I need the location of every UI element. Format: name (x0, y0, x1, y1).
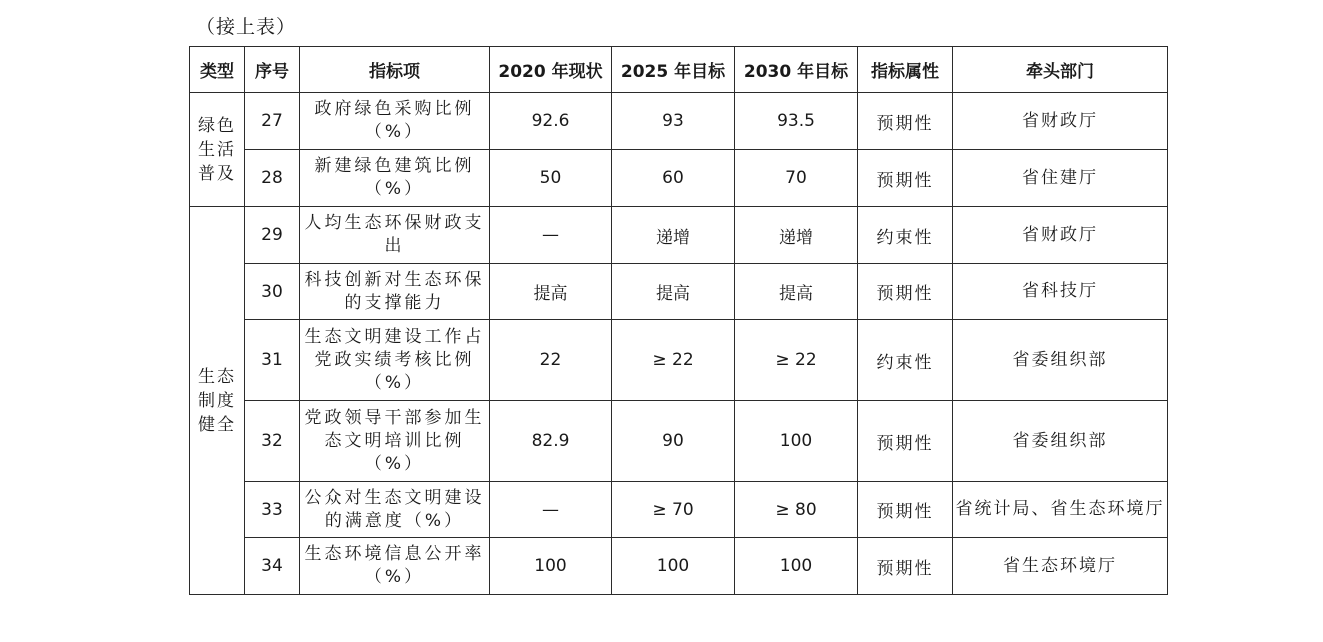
table-row (190, 150, 1168, 207)
row-number: 27 (245, 93, 300, 150)
indicator-name: 政府绿色采购比例（%） (300, 93, 490, 150)
indicator-name: 科技创新对生态环保的支撑能力 (300, 264, 490, 320)
category-cell (190, 93, 245, 207)
value-2025: 提高 (612, 264, 735, 320)
value-2020: 50 (490, 150, 612, 207)
indicator-attribute: 预期性 (858, 264, 953, 320)
lead-department: 省统计局、省生态环境厅 (953, 482, 1168, 538)
lead-department: 省生态环境厅 (953, 538, 1168, 595)
category-cell (190, 207, 245, 595)
indicator-name: 人均生态环保财政支出 (300, 207, 490, 264)
indicator-attribute: 预期性 (858, 150, 953, 207)
indicator-name: 新建绿色建筑比例（%） (300, 150, 490, 207)
header-2025-target: 2025 年目标 (612, 47, 735, 93)
value-2030: 93.5 (735, 93, 858, 150)
lead-department: 省财政厅 (953, 93, 1168, 150)
indicator-name: 生态环境信息公开率（%） (300, 538, 490, 595)
value-2030: 提高 (735, 264, 858, 320)
category-line: 制度 (198, 390, 236, 411)
value-2020: 提高 (490, 264, 612, 320)
value-2025: 60 (612, 150, 735, 207)
value-2025: 递增 (612, 207, 735, 264)
value-2020: — (490, 207, 612, 264)
lead-department: 省住建厅 (953, 150, 1168, 207)
value-2020: 82.9 (490, 401, 612, 482)
value-2030: ≥ 80 (735, 482, 858, 538)
row-number: 32 (245, 401, 300, 482)
table-row (190, 264, 1168, 320)
lead-department: 省委组织部 (953, 320, 1168, 401)
indicator-attribute: 预期性 (858, 538, 953, 595)
indicator-attribute: 约束性 (858, 320, 953, 401)
header-2030-target: 2030 年目标 (735, 47, 858, 93)
indicator-table (189, 46, 1168, 595)
value-2020: 100 (490, 538, 612, 595)
table-header-row (190, 47, 1168, 93)
category-line: 生活 (198, 139, 236, 160)
value-2025: ≥ 22 (612, 320, 735, 401)
header-2020-status: 2020 年现状 (490, 47, 612, 93)
row-number: 30 (245, 264, 300, 320)
table-row (190, 207, 1168, 264)
row-number: 34 (245, 538, 300, 595)
value-2020: 92.6 (490, 93, 612, 150)
value-2025: 93 (612, 93, 735, 150)
value-2030: 100 (735, 401, 858, 482)
value-2030: ≥ 22 (735, 320, 858, 401)
lead-department: 省委组织部 (953, 401, 1168, 482)
table-row (190, 93, 1168, 150)
indicator-attribute: 预期性 (858, 93, 953, 150)
table-row (190, 482, 1168, 538)
header-indicator: 指标项 (300, 47, 490, 93)
row-number: 33 (245, 482, 300, 538)
category-line: 生态 (198, 366, 236, 387)
table-row (190, 538, 1168, 595)
indicator-name: 公众对生态文明建设的满意度（%） (300, 482, 490, 538)
category-line: 健全 (198, 414, 236, 435)
value-2025: 90 (612, 401, 735, 482)
row-number: 28 (245, 150, 300, 207)
header-type: 类型 (190, 47, 245, 93)
header-number: 序号 (245, 47, 300, 93)
value-2030: 70 (735, 150, 858, 207)
row-number: 31 (245, 320, 300, 401)
table-row (190, 401, 1168, 482)
table-continuation-caption: （接上表） (196, 16, 297, 38)
category-line: 普及 (198, 163, 236, 184)
value-2030: 100 (735, 538, 858, 595)
value-2030: 递增 (735, 207, 858, 264)
table-row (190, 320, 1168, 401)
header-attribute: 指标属性 (858, 47, 953, 93)
lead-department: 省财政厅 (953, 207, 1168, 264)
indicator-attribute: 预期性 (858, 401, 953, 482)
indicator-attribute: 约束性 (858, 207, 953, 264)
category-line: 绿色 (198, 115, 236, 136)
value-2020: — (490, 482, 612, 538)
value-2020: 22 (490, 320, 612, 401)
lead-department: 省科技厅 (953, 264, 1168, 320)
row-number: 29 (245, 207, 300, 264)
value-2025: 100 (612, 538, 735, 595)
indicator-attribute: 预期性 (858, 482, 953, 538)
header-lead-department: 牵头部门 (953, 47, 1168, 93)
indicator-name: 生态文明建设工作占党政实绩考核比例（%） (300, 320, 490, 401)
indicator-name: 党政领导干部参加生态文明培训比例（%） (300, 401, 490, 482)
value-2025: ≥ 70 (612, 482, 735, 538)
